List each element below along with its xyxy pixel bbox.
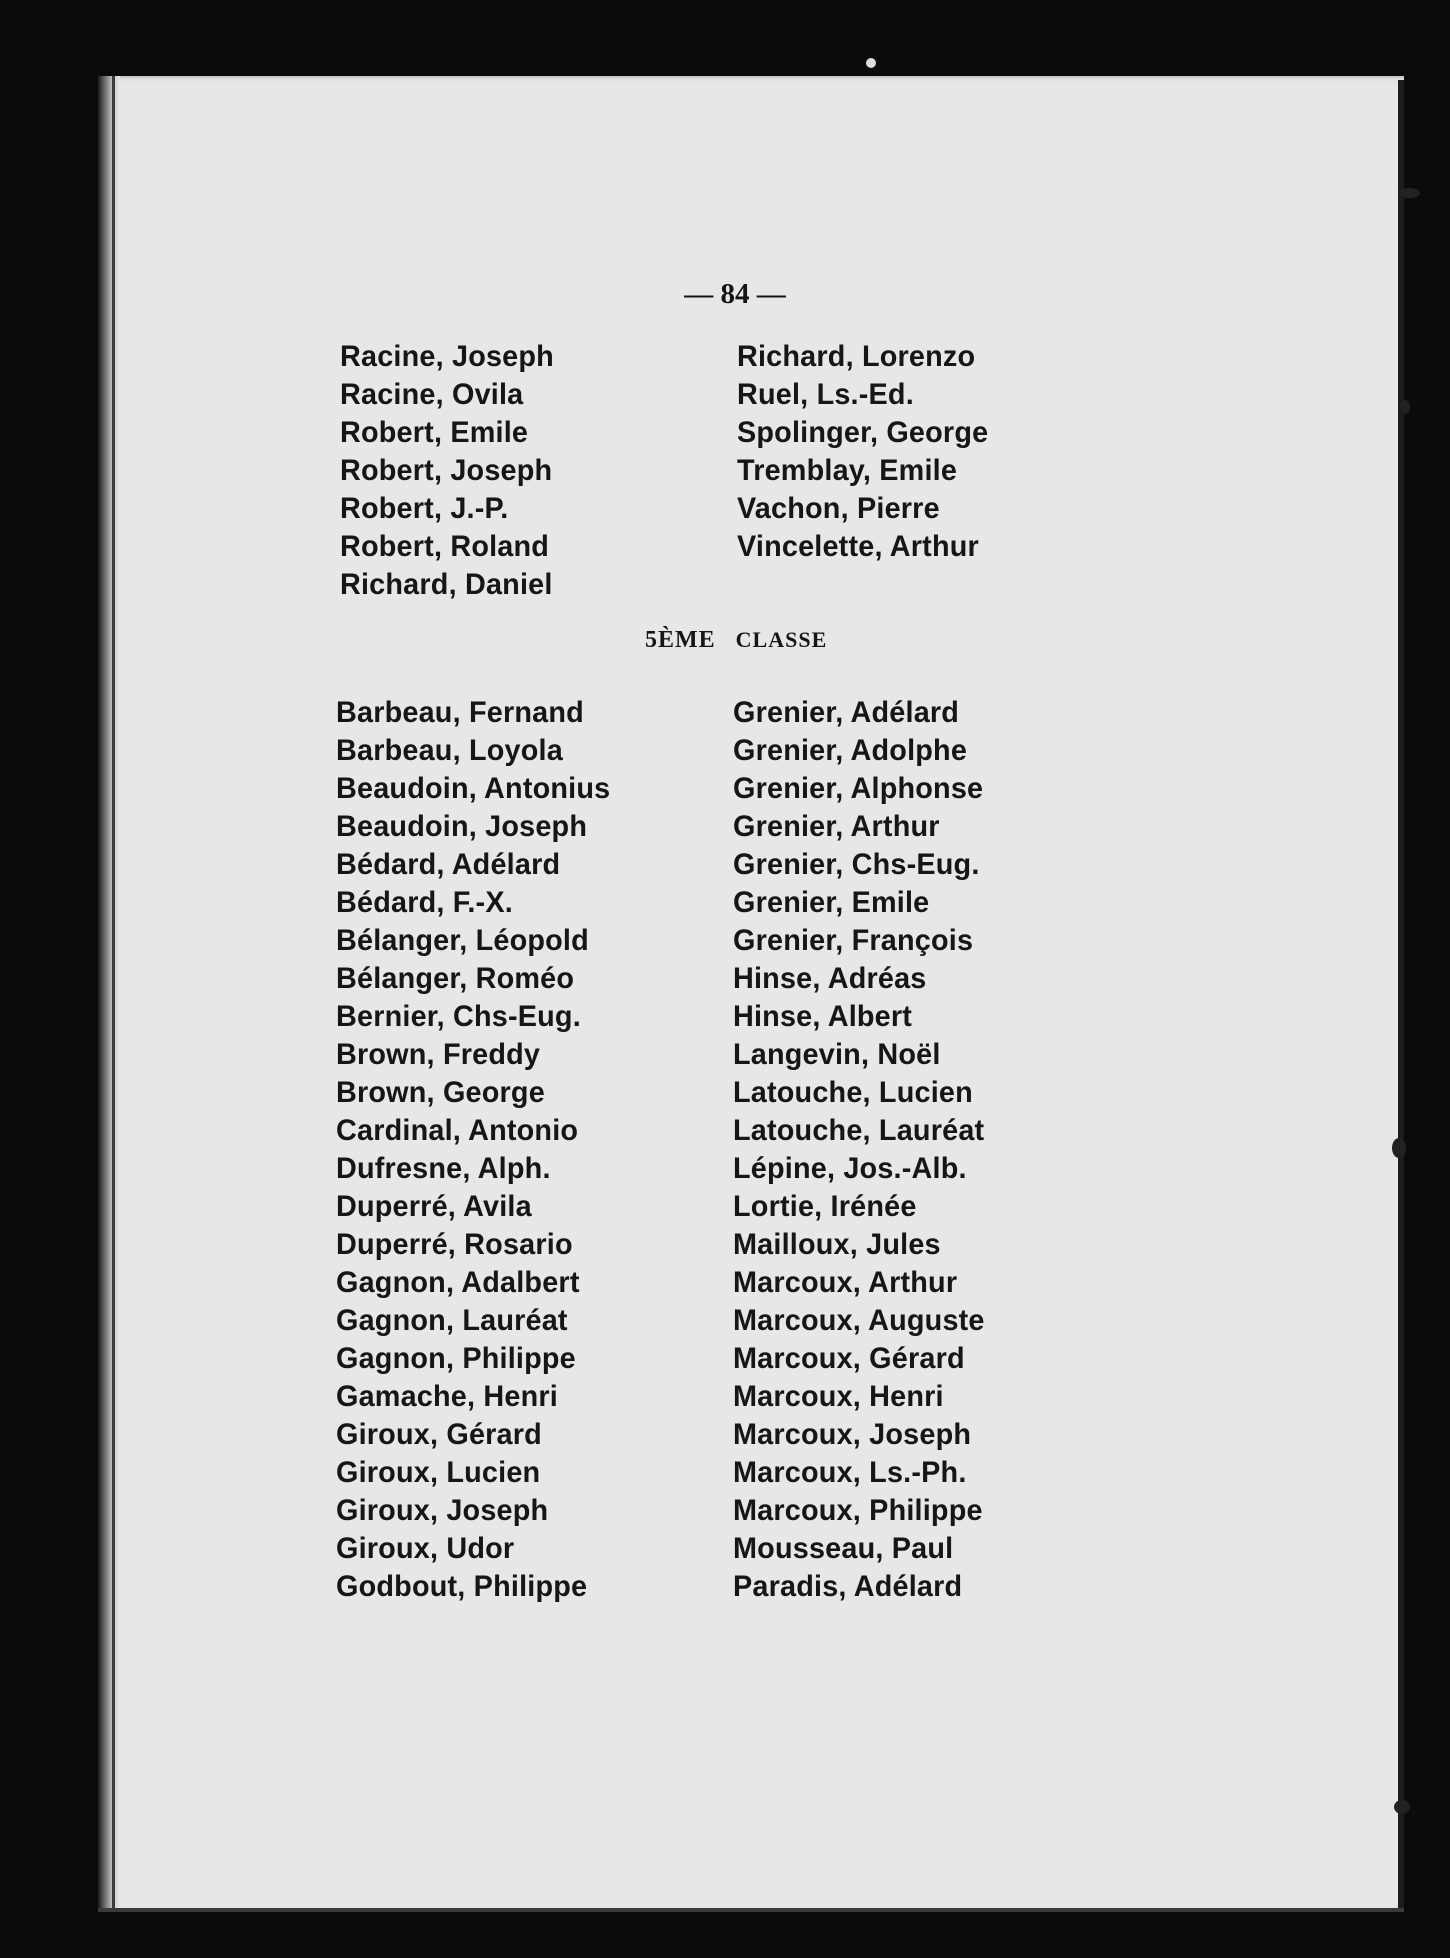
name-entry: Latouche, Lucien	[733, 1076, 973, 1109]
name-entry: Langevin, Noël	[733, 1038, 941, 1071]
name-entry: Robert, Roland	[340, 530, 550, 563]
name-entry: Hinse, Albert	[733, 1000, 913, 1033]
name-entry: Marcoux, Philippe	[733, 1494, 983, 1527]
name-entry: Mousseau, Paul	[733, 1532, 954, 1565]
name-entry: Lépine, Jos.-Alb.	[733, 1152, 967, 1185]
name-entry: Robert, J.-P.	[340, 492, 509, 525]
name-entry: Lortie, Irénée	[733, 1190, 917, 1223]
bottom-left-column	[336, 694, 610, 1606]
name-entry: Racine, Joseph	[340, 340, 554, 373]
name-entry: Marcoux, Auguste	[733, 1304, 985, 1337]
top-right-column	[737, 338, 988, 566]
name-entry: Grenier, Alphonse	[733, 772, 984, 805]
section-label: CLASSE	[735, 627, 828, 652]
scan-speck	[1400, 400, 1410, 414]
name-entry: Grenier, Chs-Eug.	[733, 848, 980, 881]
name-entry: Richard, Lorenzo	[737, 340, 976, 373]
name-entry: Robert, Joseph	[340, 454, 553, 487]
name-entry: Grenier, Emile	[733, 886, 930, 919]
name-entry: Beaudoin, Antonius	[336, 772, 611, 805]
name-entry: Grenier, Arthur	[733, 810, 940, 843]
book-spine-shadow	[98, 76, 120, 1912]
name-entry: Gamache, Henri	[336, 1380, 558, 1413]
name-entry: Bernier, Chs-Eug.	[336, 1000, 581, 1033]
name-entry: Marcoux, Joseph	[733, 1418, 972, 1451]
name-entry: Barbeau, Loyola	[336, 734, 563, 767]
name-entry: Ruel, Ls.-Ed.	[737, 378, 914, 411]
name-entry: Vachon, Pierre	[737, 492, 940, 525]
name-entry: Richard, Daniel	[340, 568, 553, 601]
name-entry: Grenier, Adolphe	[733, 734, 968, 767]
scan-speck	[1394, 1800, 1410, 1814]
name-entry: Brown, George	[336, 1076, 545, 1109]
section-ordinal: 5ÈME	[645, 627, 716, 653]
name-entry: Spolinger, George	[737, 416, 989, 449]
name-entry: Racine, Ovila	[340, 378, 524, 411]
name-entry: Bédard, Adélard	[336, 848, 561, 881]
name-entry: Robert, Emile	[340, 416, 529, 449]
name-entry: Marcoux, Ls.-Ph.	[733, 1456, 967, 1489]
name-entry: Duperré, Rosario	[336, 1228, 573, 1261]
name-entry: Tremblay, Emile	[737, 454, 958, 487]
bottom-right-column	[733, 694, 985, 1606]
name-entry: Grenier, Adélard	[733, 696, 960, 729]
scan-speck	[1392, 1138, 1406, 1158]
name-entry: Bélanger, Léopold	[336, 924, 589, 957]
name-entry: Cardinal, Antonio	[336, 1114, 579, 1147]
binding-line	[112, 76, 115, 1912]
name-entry: Duperré, Avila	[336, 1190, 532, 1223]
name-entry: Barbeau, Fernand	[336, 696, 584, 729]
section-heading	[645, 627, 827, 654]
name-entry: Vincelette, Arthur	[737, 530, 979, 563]
name-entry: Giroux, Joseph	[336, 1494, 549, 1527]
name-entry: Marcoux, Arthur	[733, 1266, 958, 1299]
name-entry: Hinse, Adréas	[733, 962, 927, 995]
name-entry: Grenier, François	[733, 924, 974, 957]
name-entry: Beaudoin, Joseph	[336, 810, 588, 843]
name-entry: Dufresne, Alph.	[336, 1152, 551, 1185]
name-entry: Bélanger, Roméo	[336, 962, 575, 995]
name-entry: Paradis, Adélard	[733, 1570, 963, 1603]
name-entry: Gagnon, Philippe	[336, 1342, 576, 1375]
name-entry: Brown, Freddy	[336, 1038, 541, 1071]
name-entry: Marcoux, Henri	[733, 1380, 944, 1413]
name-entry: Gagnon, Adalbert	[336, 1266, 580, 1299]
scan-border-right	[1404, 76, 1450, 1958]
name-entry: Giroux, Gérard	[336, 1418, 542, 1451]
name-entry: Godbout, Philippe	[336, 1570, 588, 1603]
name-entry: Marcoux, Gérard	[733, 1342, 965, 1375]
page-bottom-edge	[98, 1908, 1404, 1912]
name-entry: Mailloux, Jules	[733, 1228, 941, 1261]
top-left-column	[340, 338, 554, 604]
name-entry: Gagnon, Lauréat	[336, 1304, 568, 1337]
name-entry: Giroux, Lucien	[336, 1456, 541, 1489]
page-number: — 84 —	[684, 278, 786, 310]
scan-speck	[866, 58, 876, 68]
name-entry: Giroux, Udor	[336, 1532, 515, 1565]
scan-speck	[1398, 188, 1420, 198]
name-entry: Bédard, F.-X.	[336, 886, 513, 919]
name-entry: Latouche, Lauréat	[733, 1114, 985, 1147]
